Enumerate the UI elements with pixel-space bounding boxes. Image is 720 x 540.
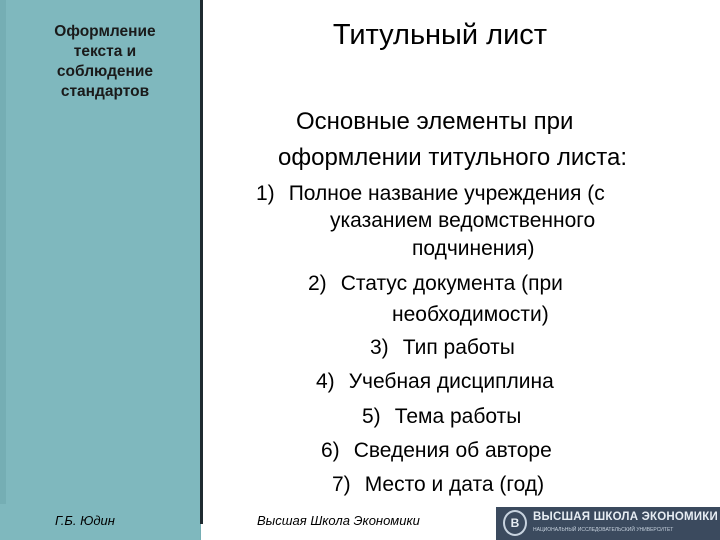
list-item-text: Тип работы bbox=[402, 336, 515, 359]
footer-author: Г.Б. Юдин bbox=[55, 513, 115, 528]
list-item-number: 3) bbox=[370, 336, 389, 359]
list-item-number: 4) bbox=[316, 370, 335, 393]
list-item-text: указанием ведомственного bbox=[330, 209, 596, 232]
lead-line-2: оформлении титульного листа: bbox=[278, 144, 628, 171]
list-item bbox=[362, 404, 521, 430]
sidebar bbox=[0, 0, 201, 540]
list-item bbox=[332, 472, 544, 498]
list-item-number: 6) bbox=[321, 439, 340, 462]
hse-logo-text: ВЫСШАЯ ШКОЛА ЭКОНОМИКИ bbox=[533, 511, 718, 523]
list-item-text: Место и дата (год) bbox=[364, 473, 545, 496]
list-item-continuation bbox=[412, 236, 534, 262]
list-item-number: 5) bbox=[362, 405, 381, 428]
list-item-number: 7) bbox=[332, 473, 351, 496]
list-item bbox=[256, 181, 605, 207]
list-item-continuation bbox=[330, 208, 595, 234]
list-item-text: необходимости) bbox=[392, 303, 549, 326]
sidebar-title: Оформление текста и соблюдение стандартов bbox=[54, 23, 156, 100]
list-item bbox=[316, 369, 554, 395]
lead-line-1: Основные элементы при bbox=[296, 108, 574, 135]
list-item-text: Сведения об авторе bbox=[353, 439, 552, 462]
list-item bbox=[321, 438, 552, 464]
vertical-divider bbox=[200, 0, 203, 524]
footer-school: Высшая Школа Экономики bbox=[257, 513, 420, 528]
list-item-text: Статус документа (при bbox=[340, 272, 563, 295]
hse-logo-subtext: НАЦИОНАЛЬНЫЙ ИССЛЕДОВАТЕЛЬСКИЙ УНИВЕРСИТЕТ bbox=[533, 527, 674, 533]
sidebar-panel bbox=[6, 0, 202, 504]
list-item bbox=[370, 335, 515, 361]
list-item bbox=[308, 271, 563, 297]
list-item-text: Учебная дисциплина bbox=[348, 370, 554, 393]
hse-emblem-icon: В bbox=[503, 510, 527, 536]
list-item-number: 1) bbox=[256, 182, 275, 205]
list-item-text: подчинения) bbox=[412, 237, 535, 260]
list-item-text: Полное название учреждения (с bbox=[288, 182, 605, 205]
list-item-number: 2) bbox=[308, 272, 327, 295]
list-item-continuation bbox=[392, 302, 549, 328]
slide-title: Титульный лист bbox=[332, 19, 548, 51]
list-item-text: Тема работы bbox=[394, 405, 522, 428]
lead-text bbox=[262, 104, 720, 176]
